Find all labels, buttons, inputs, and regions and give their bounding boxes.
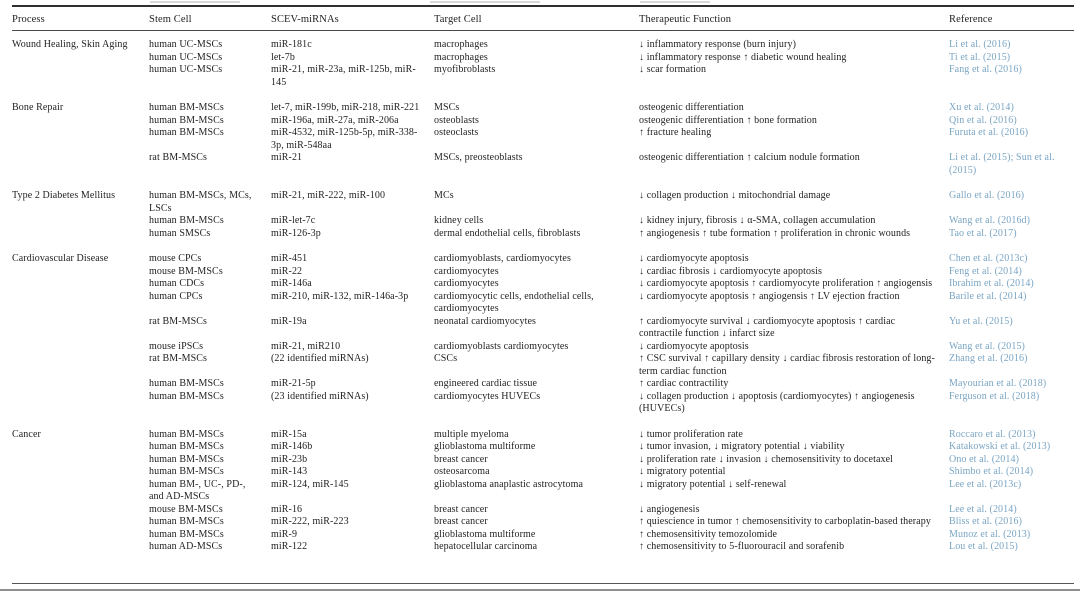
cell-function: ↓ kidney injury, fibrosis ↓ α-SMA, collagen accumulation: [639, 215, 876, 226]
cell-stem-cell: human BM-MSCs: [149, 428, 224, 440]
cell-target-cell: MSCs: [434, 102, 460, 113]
cell-function: ↓ inflammatory response ↑ diabetic wound healing: [639, 51, 847, 63]
cell-mirnas: miR-210, miR-132, miR-146a-3p: [271, 290, 409, 302]
table-group: [12, 190, 1074, 240]
cell-function: ↓ proliferation rate ↓ invasion ↓ chemosensitivity to docetaxel: [639, 453, 894, 465]
cell-process: Type 2 Diabetes Mellitus: [12, 190, 116, 201]
cell-function: ↑ fracture healing: [639, 127, 712, 138]
cell-stem-cell: human UC-MSCs: [149, 39, 223, 50]
reference-link[interactable]: Munoz et al. (2013): [949, 528, 1031, 540]
table-row: [12, 291, 1074, 316]
cell-stem-cell: human UC-MSCs: [149, 64, 223, 75]
cell-target-cell: glioblastoma anaplastic astrocytoma: [434, 478, 584, 490]
cell-function: osteogenic differentiation: [639, 102, 744, 113]
table-row: [12, 253, 1074, 266]
cell-stem-cell: human SMSCs: [149, 227, 211, 239]
reference-link[interactable]: Lee et al. (2013c): [949, 478, 1022, 490]
cell-mirnas: miR-21, miR-222, miR-100: [271, 190, 386, 201]
reference-link[interactable]: Yu et al. (2015): [949, 315, 1013, 327]
reference-link[interactable]: Lee et al. (2014): [949, 503, 1017, 515]
cell-stem-cell: human AD-MSCs: [149, 541, 223, 552]
cell-function: ↓ migratory potential: [639, 466, 726, 477]
cell-process: Cancer: [12, 428, 41, 440]
cell-stem-cell: human BM-MSCs: [149, 441, 224, 452]
cell-mirnas: (23 identified miRNAs): [271, 390, 369, 402]
cell-stem-cell: human BM-MSCs: [149, 390, 224, 402]
table-group: [12, 429, 1074, 554]
table-group: [12, 102, 1074, 177]
cell-target-cell: breast cancer: [434, 516, 488, 527]
column-header-function: Therapeutic Function: [639, 14, 732, 25]
cell-target-cell: cardiomyoblasts cardiomyocytes: [434, 340, 569, 352]
cell-stem-cell: mouse BM-MSCs: [149, 265, 223, 277]
cell-mirnas: miR-196a, miR-27a, miR-206a: [271, 114, 399, 126]
cell-target-cell: CSCs: [434, 353, 458, 364]
cell-target-cell: dermal endothelial cells, fibroblasts: [434, 227, 581, 239]
reference-link[interactable]: Li et al. (2016): [949, 39, 1011, 50]
reference-link[interactable]: Wang et al. (2016d): [949, 215, 1031, 226]
cell-mirnas: miR-122: [271, 541, 308, 552]
reference-link[interactable]: Li et al. (2015); Sun et al. (2015): [949, 152, 1055, 176]
reference-link[interactable]: Ferguson et al. (2018): [949, 390, 1040, 402]
cell-stem-cell: mouse BM-MSCs: [149, 503, 223, 515]
cell-stem-cell: human BM-MSCs: [149, 215, 224, 226]
cell-function: ↓ cardiomyocyte apoptosis: [639, 253, 749, 264]
reference-link[interactable]: Ibrahim et al. (2014): [949, 278, 1034, 289]
cell-target-cell: cardiomyocytes: [434, 278, 499, 289]
reference-link[interactable]: Feng et al. (2014): [949, 265, 1022, 277]
reference-link[interactable]: Barile et al. (2014): [949, 290, 1027, 302]
cell-function: ↓ cardiomyocyte apoptosis ↑ angiogensis ↑ LV ejection fraction: [639, 290, 900, 302]
cell-stem-cell: human BM-MSCs: [149, 466, 224, 477]
table-group: [12, 253, 1074, 416]
cell-target-cell: glioblastoma multiforme: [434, 441, 536, 452]
cell-mirnas: miR-146a: [271, 278, 312, 289]
cell-stem-cell: human BM-MSCs: [149, 127, 224, 138]
table-row: [12, 479, 1074, 504]
cell-mirnas: let-7, miR-199b, miR-218, miR-221: [271, 102, 420, 113]
table-row: [12, 52, 1074, 65]
cell-target-cell: cardiomyoblasts, cardiomyocytes: [434, 253, 571, 264]
cell-mirnas: miR-451: [271, 253, 308, 264]
table-row: [12, 316, 1074, 341]
cell-target-cell: cardiomyocytes HUVECs: [434, 390, 541, 402]
cell-stem-cell: mouse iPSCs: [149, 340, 204, 352]
cell-function: ↑ cardiac contractility: [639, 378, 729, 389]
reference-link[interactable]: Shimbo et al. (2014): [949, 466, 1034, 477]
cell-process: Cardiovascular Disease: [12, 253, 109, 264]
cell-function: ↓ collagen production ↓ mitochondrial damage: [639, 190, 831, 201]
table-row: [12, 152, 1074, 177]
cell-stem-cell: human BM-, UC-, PD-, and AD-MSCs: [149, 478, 246, 502]
cell-stem-cell: human BM-MSCs: [149, 114, 224, 126]
cell-stem-cell: rat BM-MSCs: [149, 353, 208, 364]
column-header-reference: Reference: [949, 14, 993, 25]
cell-function: ↑ cardiomyocyte survival ↓ cardiomyocyte apoptosis ↑ cardiac contractile function ↓ infarct size: [639, 315, 896, 339]
table-row: [12, 391, 1074, 416]
cell-function: ↓ cardiac fibrosis ↓ cardiomyocyte apoptosis: [639, 265, 822, 277]
table-row: [12, 127, 1074, 152]
cell-mirnas: miR-let-7c: [271, 215, 316, 226]
column-header-stem-cell: Stem Cell: [149, 14, 192, 25]
cell-mirnas: miR-124, miR-145: [271, 478, 349, 490]
table-row: [12, 102, 1074, 115]
cell-mirnas: let-7b: [271, 51, 295, 63]
table-bottom-rule: [12, 583, 1074, 584]
cropped-caption-artifact: [0, 0, 1080, 4]
table-row: [12, 228, 1074, 241]
cell-process: Bone Repair: [12, 102, 64, 113]
cell-target-cell: MSCs, preosteoblasts: [434, 152, 523, 163]
cell-mirnas: miR-4532, miR-125b-5p, miR-338-3p, miR-548aa: [271, 127, 418, 151]
cell-target-cell: osteoclasts: [434, 127, 479, 138]
cell-mirnas: miR-15a: [271, 428, 307, 440]
cell-stem-cell: human BM-MSCs: [149, 102, 224, 113]
cell-process: Wound Healing, Skin Aging: [12, 39, 128, 50]
cell-target-cell: kidney cells: [434, 215, 484, 226]
reference-link[interactable]: Roccaro et al. (2013): [949, 428, 1036, 440]
cell-function: ↓ angiogenesis: [639, 503, 700, 515]
column-header-target: Target Cell: [434, 14, 482, 25]
cell-mirnas: miR-21-5p: [271, 378, 316, 389]
reference-link[interactable]: Katakowski et al. (2013): [949, 441, 1051, 452]
cell-function: ↓ tumor invasion, ↓ migratory potential ↓ viability: [639, 441, 845, 452]
cell-stem-cell: human BM-MSCs: [149, 453, 224, 465]
cell-mirnas: miR-126-3p: [271, 227, 321, 239]
cell-mirnas: miR-143: [271, 466, 308, 477]
cell-target-cell: macrophages: [434, 39, 488, 50]
table-row: [12, 266, 1074, 279]
cell-function: ↑ chemosensitivity to 5-fluorouracil and sorafenib: [639, 541, 845, 552]
table-header-row: [12, 7, 1074, 31]
cell-target-cell: MCs: [434, 190, 454, 201]
cell-mirnas: (22 identified miRNAs): [271, 353, 369, 364]
cell-function: ↑ quiescience in tumor ↑ chemosensitivity to carboplatin-based therapy: [639, 516, 931, 527]
table-body: [12, 31, 1074, 554]
reference-link[interactable]: Lou et al. (2015): [949, 541, 1018, 552]
cell-target-cell: myofibroblasts: [434, 64, 496, 75]
reference-link[interactable]: Ti et al. (2015): [949, 51, 1011, 63]
table-row: [12, 190, 1074, 215]
cell-target-cell: hepatocellular carcinoma: [434, 541, 538, 552]
cell-function: ↓ inflammatory response (burn injury): [639, 39, 796, 50]
cell-target-cell: multiple myeloma: [434, 428, 509, 440]
reference-link[interactable]: Ono et al. (2014): [949, 453, 1020, 465]
reference-link[interactable]: Wang et al. (2015): [949, 340, 1025, 352]
cell-function: ↓ scar formation: [639, 64, 707, 75]
table-row: [12, 353, 1074, 378]
table-group: [12, 39, 1074, 89]
cell-mirnas: miR-146b: [271, 441, 313, 452]
cell-function: ↑ CSC survival ↑ capillary density ↓ cardiac fibrosis restoration of long-term cardiac function: [639, 353, 935, 377]
cell-mirnas: miR-16: [271, 503, 303, 515]
cell-mirnas: miR-23b: [271, 453, 308, 465]
cell-stem-cell: human UC-MSCs: [149, 51, 223, 63]
cell-target-cell: glioblastoma multiforme: [434, 528, 536, 540]
cell-mirnas: miR-21, miR210: [271, 340, 341, 352]
cell-target-cell: osteosarcoma: [434, 466, 490, 477]
cell-function: ↓ migratory potential ↓ self-renewal: [639, 478, 787, 490]
cell-stem-cell: human BM-MSCs: [149, 378, 224, 389]
reference-link[interactable]: Chen et al. (2013c): [949, 253, 1028, 264]
cell-mirnas: miR-9: [271, 528, 298, 540]
table-row: [12, 278, 1074, 291]
column-header-process: Process: [12, 14, 45, 25]
cell-mirnas: miR-181c: [271, 39, 312, 50]
table-row: [12, 516, 1074, 529]
cell-mirnas: miR-222, miR-223: [271, 516, 349, 527]
cell-function: ↓ tumor proliferation rate: [639, 428, 743, 440]
cell-function: osteogenic differentiation ↑ bone formation: [639, 114, 817, 126]
reference-link[interactable]: Bliss et al. (2016): [949, 516, 1023, 527]
column-header-mirnas: SCEV-miRNAs: [271, 14, 339, 25]
table-row: [12, 529, 1074, 542]
cell-stem-cell: human BM-MSCs, MCs, LSCs: [149, 190, 252, 214]
table-row: [12, 454, 1074, 467]
table-row: [12, 215, 1074, 228]
table-row: [12, 541, 1074, 554]
cell-function: osteogenic differentiation ↑ calcium nodule formation: [639, 152, 860, 163]
cell-target-cell: osteoblasts: [434, 114, 479, 126]
cell-target-cell: neonatal cardiomyocytes: [434, 315, 536, 327]
cell-stem-cell: human CDCs: [149, 278, 205, 289]
table-row: [12, 429, 1074, 442]
reference-link[interactable]: Xu et al. (2014): [949, 102, 1014, 113]
reference-link[interactable]: Furuta et al. (2016): [949, 127, 1029, 138]
cell-stem-cell: mouse CPCs: [149, 253, 202, 264]
reference-link[interactable]: Zhang et al. (2016): [949, 353, 1028, 364]
cell-stem-cell: human BM-MSCs: [149, 516, 224, 527]
table-row: [12, 39, 1074, 52]
cell-stem-cell: human CPCs: [149, 290, 203, 302]
table-row: [12, 504, 1074, 517]
table-row: [12, 64, 1074, 89]
table-row: [12, 378, 1074, 391]
cell-target-cell: cardiomyocytes: [434, 265, 499, 277]
cell-function: ↑ chemosensitivity temozolomide: [639, 528, 778, 540]
cell-stem-cell: rat BM-MSCs: [149, 315, 208, 327]
reference-link[interactable]: Tao et al. (2017): [949, 227, 1017, 239]
cell-function: ↑ angiogenesis ↑ tube formation ↑ proliferation in chronic wounds: [639, 227, 911, 239]
cell-target-cell: breast cancer: [434, 503, 488, 515]
cell-stem-cell: human BM-MSCs: [149, 528, 224, 540]
cell-function: ↓ cardiomyocyte apoptosis: [639, 340, 749, 352]
table-row: [12, 441, 1074, 454]
reference-link[interactable]: Mayourian et al. (2018): [949, 378, 1047, 389]
cell-function: ↓ cardiomyocyte apoptosis ↑ cardiomyocyte proliferation ↑ angiogensis: [639, 278, 933, 289]
table-row: [12, 341, 1074, 354]
cell-target-cell: cardiomyocytic cells, endothelial cells, cardiomyocytes: [434, 290, 594, 314]
cell-mirnas: miR-22: [271, 265, 303, 277]
cell-target-cell: macrophages: [434, 51, 488, 63]
cell-target-cell: breast cancer: [434, 453, 488, 465]
reference-link[interactable]: Fang et al. (2016): [949, 64, 1022, 75]
table-row: [12, 466, 1074, 479]
reference-link[interactable]: Gallo et al. (2016): [949, 190, 1025, 201]
cell-stem-cell: rat BM-MSCs: [149, 152, 208, 163]
cell-target-cell: engineered cardiac tissue: [434, 378, 538, 389]
table-row: [12, 115, 1074, 128]
reference-link[interactable]: Qin et al. (2016): [949, 114, 1017, 126]
cell-mirnas: miR-19a: [271, 315, 307, 327]
scev-mirna-table: [12, 5, 1074, 554]
cell-mirnas: miR-21: [271, 152, 303, 163]
cell-function: ↓ collagen production ↓ apoptosis (cardiomyocytes) ↑ angiogenesis (HUVECs): [639, 390, 915, 414]
cell-mirnas: miR-21, miR-23a, miR-125b, miR-145: [271, 64, 416, 88]
